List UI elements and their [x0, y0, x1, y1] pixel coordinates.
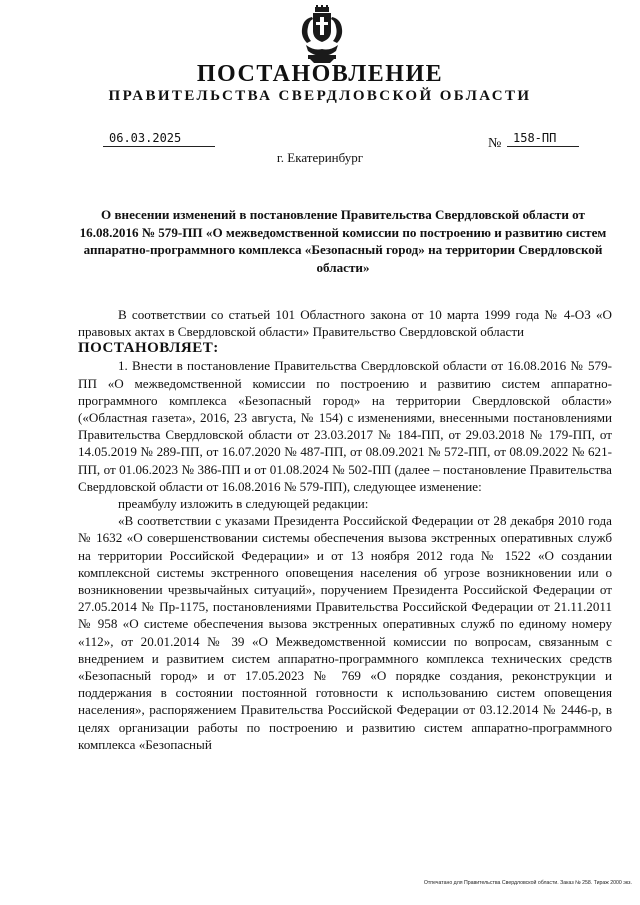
resolves-label: ПОСТАНОВЛЯЕТ:	[78, 340, 219, 357]
preamble-instruction: преамбулу изложить в следующей редакции:	[118, 496, 369, 512]
document-number: 158-ПП	[507, 131, 579, 147]
number-sign: №	[488, 136, 502, 151]
intro-paragraph: В соответствии со статьей 101 Областного закона от 10 марта 1999 года № 4-ОЗ «О правовых актах в Свердловской области» Правительство Свердловской области	[78, 307, 612, 340]
print-note: Отпечатано для Правительства Свердловской области. Заказ № 258. Тираж 2000 экз.	[423, 880, 632, 886]
document-date: 06.03.2025	[103, 131, 215, 147]
resolution-heading: О внесении изменений в постановление Правительства Свердловской области от 16.08.2016 № 579-ПП «О межведомственной комиссии по построению и развитию систем аппаратно-программного комплекса «Безопасный город» на территории Свердловской области»	[79, 207, 607, 275]
item-1-paragraph: 1. Внести в постановление Правительства Свердловской области от 16.08.2016 № 579-ПП «О межведомственной комиссии по построению и развитию систем аппаратно-программного комплекса «Безопасный город» на территории Свердловской области» («Областная газета», 2016, 23 августа, № 154) с изменениями, внесенными постановлениями Правительства Свердловской области от 23.03.2017 № 184-ПП, от 29.03.2018 № 179-ПП, от 14.05.2019 № 289-ПП, от 16.07.2020 № 487-ПП, от 08.09.2021 № 572-ПП, от 08.09.2022 № 621-ПП, от 01.06.2023 № 386-ПП и от 01.08.2024 № 502-ПП (далее – постановление Правительства Свердловской области от 16.08.2016 № 579-ПП), следующее изменение:	[78, 358, 612, 494]
city: г. Екатеринбург	[276, 150, 364, 165]
document-body	[78, 306, 612, 753]
coat-of-arms-icon	[298, 5, 346, 63]
document-title: ПОСТАНОВЛЕНИЕ	[196, 61, 444, 87]
document-subtitle: ПРАВИТЕЛЬСТВА СВЕРДЛОВСКОЙ ОБЛАСТИ	[108, 88, 532, 104]
preamble-text: «В соответствии с указами Президента Российской Федерации от 28 декабря 2010 года № 1632 «О совершенствовании системы обеспечения вызова экстренных оперативных служб на территории Российской Федерации» и от 13 ноября 2012 года № 1522 «О создании комплексной системы экстренного оповещения населения об угрозе возникновении или о возникновении чрезвычайных ситуаций», поручением Президента Российской Федерации от 27.05.2014 № Пр-1175, постановлениями Правительства Российской Федерации от 21.11.2011 № 958 «О системе обеспечения вызова экстренных оперативных служб по единому номеру «112», от 20.01.2014 № 39 «О Межведомственной комиссии по вопросам, связанным с внедрением и развитием систем аппаратно-программного комплекса технических средств «Безопасный город» и от 17.05.2023 № 769 «О порядке создания, реконструкции и поддержания в состоянии постоянной готовности к использованию систем оповещения населения», распоряжением Правительства Российской Федерации от 03.12.2014 № 2446-р, в целях организации работы по построению и развитию систем аппаратно-программного комплекса «Безопасный	[78, 513, 612, 752]
